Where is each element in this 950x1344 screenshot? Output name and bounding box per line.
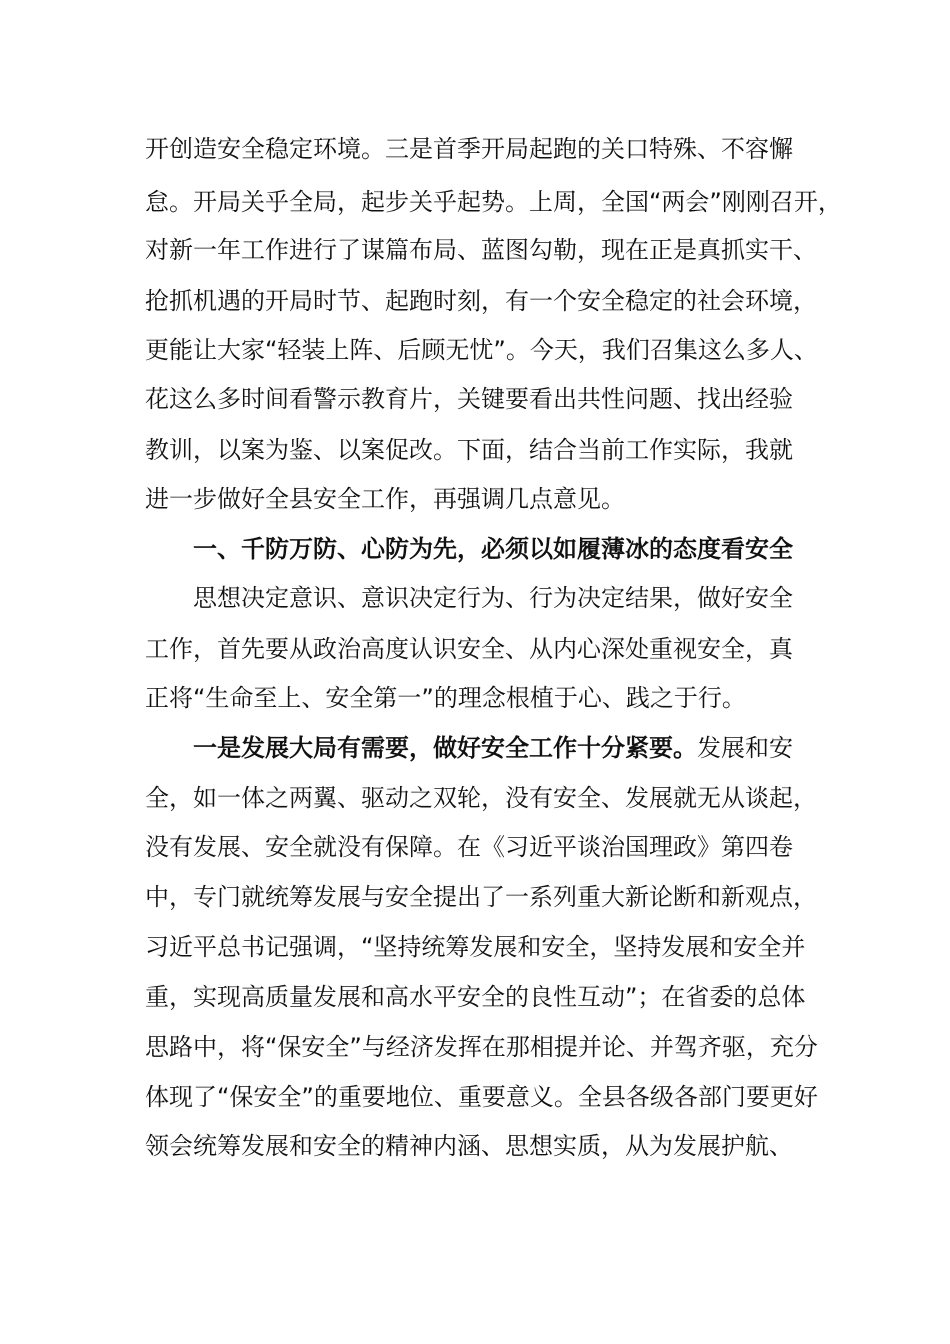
paragraph-line: 思路中，将“保安全”与经济发挥在那相提并论、并驾齐驱，充分 <box>145 1033 818 1061</box>
paragraph-line: 重，实现高质量发展和高水平安全的良性互动”；在省委的总体 <box>145 983 806 1011</box>
paragraph-line: 花这么多时间看警示教育片，关键要看出共性问题、找出经验 <box>145 385 793 413</box>
paragraph-line: 正将“生命至上、安全第一”的理念根植于心、践之于行。 <box>145 684 746 712</box>
paragraph-line: 领会统筹发展和安全的精神内涵、思想实质，从为发展护航、 <box>145 1132 793 1160</box>
paragraph-line: 抢抓机遇的开局时节、起跑时刻，有一个安全稳定的社会环境， <box>145 287 817 315</box>
paragraph-line: 没有发展、安全就没有保障。在《习近平谈治国理政》第四卷 <box>145 833 793 861</box>
paragraph-line: 更能让大家“轻装上阵、后顾无忧”。今天，我们召集这么多人、 <box>145 336 818 364</box>
point-text: 发展和安 <box>697 734 793 762</box>
section-heading: 一、千防万防、心防为先，必须以如履薄冰的态度看安全 <box>193 535 793 563</box>
paragraph-line: 思想决定意识、意识决定行为、行为决定结果，做好安全 <box>193 584 793 612</box>
paragraph-line: 开创造安全稳定环境。三是首季开局起跑的关口特殊、不容懈 <box>145 135 793 163</box>
paragraph-line: 进一步做好全县安全工作，再强调几点意见。 <box>145 485 625 513</box>
paragraph-line: 中，专门就统筹发展与安全提出了一系列重大新论断和新观点， <box>145 883 817 911</box>
paragraph-line: 全，如一体之两翼、驱动之双轮，没有安全、发展就无从谈起， <box>145 784 817 812</box>
paragraph-line: 工作，首先要从政治高度认识安全、从内心深处重视安全，真 <box>145 635 793 663</box>
point-heading: 一是发展大局有需要，做好安全工作十分紧要。 <box>193 734 697 762</box>
paragraph-line: 习近平总书记强调，“坚持统筹发展和安全，坚持发展和安全并 <box>145 933 806 961</box>
point-first-line <box>193 728 793 768</box>
paragraph-line: 对新一年工作进行了谋篇布局、蓝图勾勒，现在正是真抓实干、 <box>145 236 817 264</box>
paragraph-line: 教训，以案为鉴、以案促改。下面，结合当前工作实际，我就 <box>145 436 793 464</box>
paragraph-line: 怠。开局关乎全局，起步关乎起势。上周，全国“两会”刚刚召开， <box>145 188 842 216</box>
paragraph-line: 体现了“保安全”的重要地位、重要意义。全县各级各部门要更好 <box>145 1083 818 1111</box>
